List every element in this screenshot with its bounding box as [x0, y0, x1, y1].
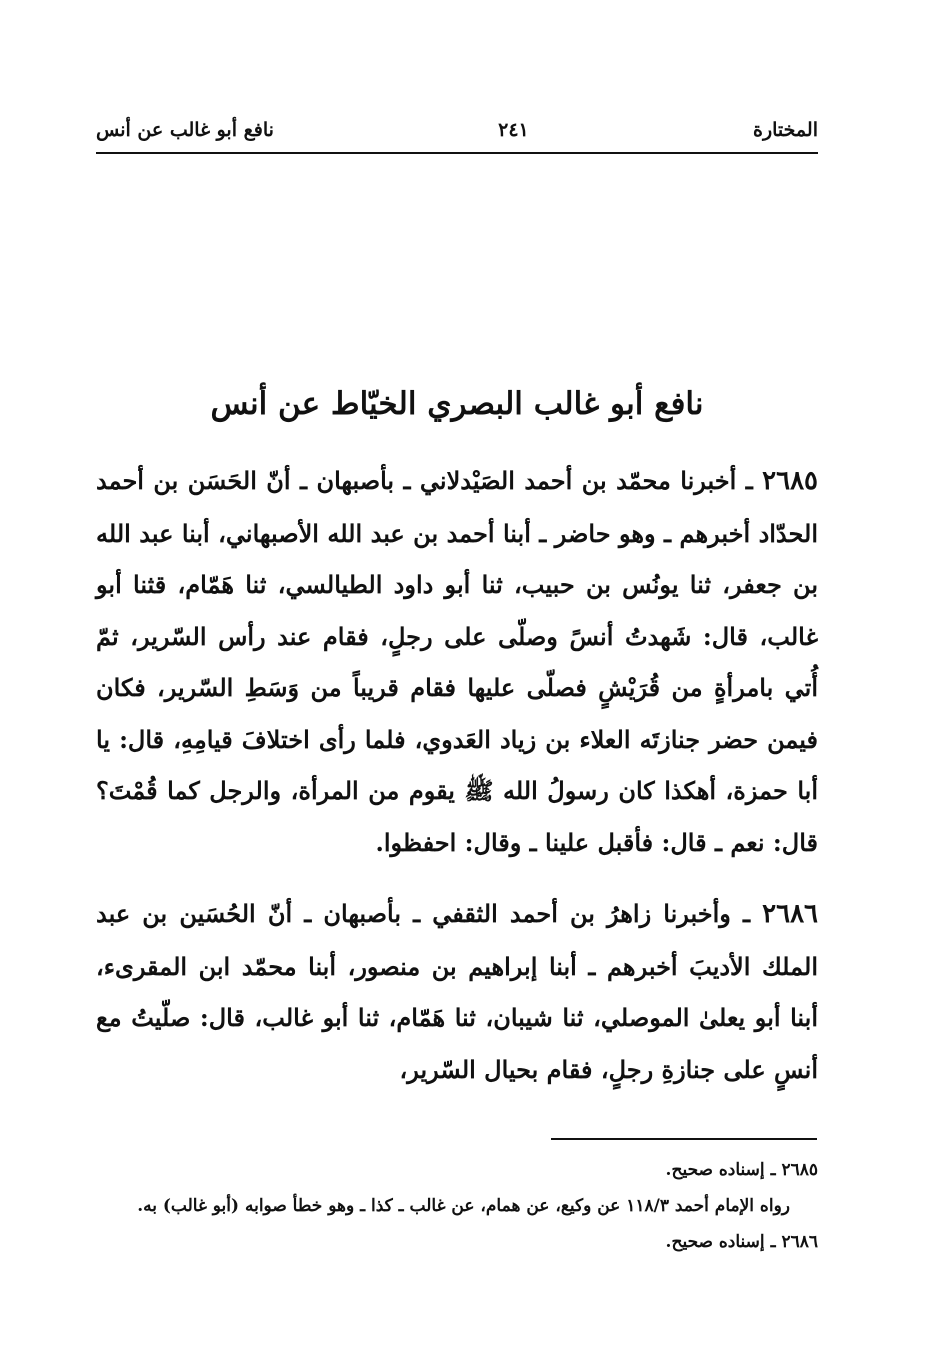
- header-divider: [96, 152, 818, 154]
- hadith-text: ـ أخبرنا محمّد بن أحمد الصَيْدلاني ـ بأصبهان ـ أنّ الحَسَن بن أحمد الحدّاد أخبرهم ـ وهو حاضر ـ أبنا أحمد بن عبد الله الأصبهاني، أبنا عبد الله بن جعفر، ثنا يونُس بن حبيب، ثنا أبو داود الطيالسي، ثنا هَمّام، قثنا أبو غالب، قال: شَهدتُ أنسً وصلّى على رجلٍ، فقام عند رأس السّرير، ثمّ أُتي بامرأةٍ من قُرَيْشٍ فصلّى عليها فقام قريباً من وَسَطِ السّرير، فكان فيمن حضر جنازتَه العلاء بن زياد العَدوي، فلما رأى اختلافَ قيامِهِ، قال: يا أبا حمزة، أهكذا كان رسولُ الله ﷺ يقوم من المرأة، والرجل كما قُمْتَ؟ قال: نعم ـ قال: فأقبل علينا ـ وقال: احفظوا.: [96, 466, 818, 857]
- running-header: [96, 112, 818, 148]
- main-text: [96, 455, 818, 1115]
- hadith-entry: [96, 455, 818, 868]
- footnote: ٢٦٨٦ ـ إسناده صحيح.: [665, 1232, 818, 1252]
- hadith-number: ٢٦٨٥: [762, 466, 818, 496]
- hadith-entry: [96, 888, 818, 1095]
- hadith-text: ـ وأخبرنا زاهرُ بن أحمد الثقفي ـ بأصبهان ـ أنّ الحُسَين بن عبد الملك الأديبَ أخبرهم ـ أبنا إبراهيم بن منصور، أبنا محمّد ابن المقرىء، أبنا أبو يعلىٰ الموصلي، ثنا شيبان، ثنا هَمّام، ثنا أبو غالب، قال: صلّيتُ مع أنسٍ على جنازةِ رجلٍ، فقام بحيال السّرير،: [96, 899, 818, 1084]
- page-number: ٢٤١: [498, 119, 529, 141]
- hadith-number: ٢٦٨٦: [762, 899, 818, 929]
- chapter-title: نافع أبو غالب البصري الخيّاط عن أنس: [210, 386, 704, 422]
- footnote: رواه الإمام أحمد ١١٨/٣ عن وكيع، عن همام، عن غالب ـ كذا ـ وهو خطأ صوابه (أبو غالب) به.: [137, 1196, 790, 1216]
- footnote: ٢٦٨٥ ـ إسناده صحيح.: [665, 1160, 818, 1180]
- footnotes: [96, 1152, 818, 1260]
- footnote-divider: [551, 1138, 817, 1140]
- header-book-title: المختارة: [753, 119, 818, 141]
- header-chapter-title: نافع أبو غالب عن أنس: [96, 119, 274, 141]
